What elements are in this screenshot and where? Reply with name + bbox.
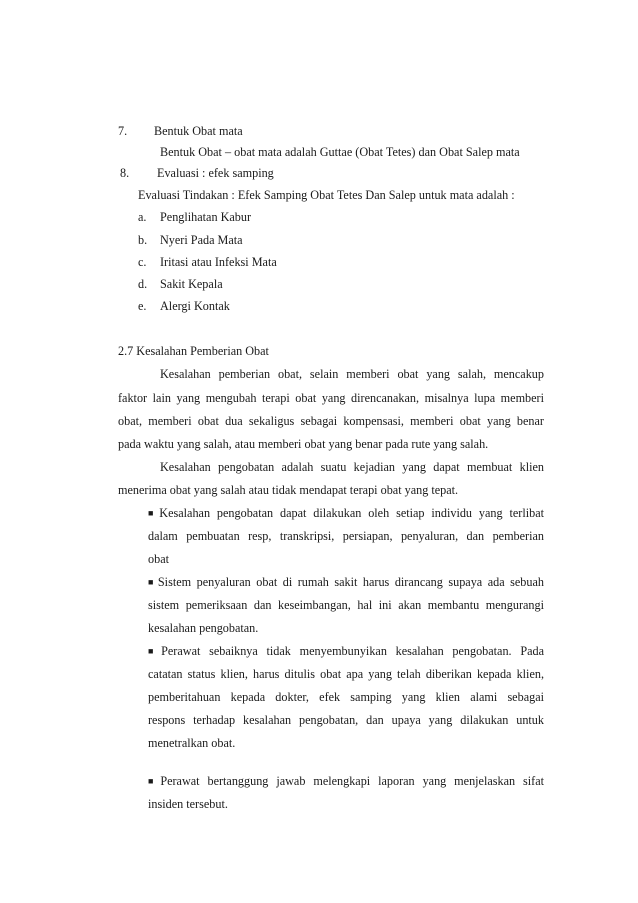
bullet-marker: ■ xyxy=(148,646,160,656)
bullet-line: sistem pemeriksaan dan keseimbangan, hal ini akan membantu mengurangi xyxy=(148,598,544,612)
bullet-text: Perawat bertanggung jawab melengkapi laporan yang menjelaskan sifat xyxy=(160,774,544,788)
bullet-line xyxy=(148,774,544,788)
bullet-line xyxy=(148,575,544,589)
list-item-letter: b. xyxy=(138,233,148,247)
list-item-letter: d. xyxy=(138,277,148,291)
bullet-line: obat xyxy=(148,552,169,566)
paragraph-line: faktor lain yang mengubah terapi obat yang direncanakan, misalnya lupa memberi xyxy=(118,391,544,405)
list-item-letter: e. xyxy=(138,299,147,313)
bullet-line: dalam pembuatan resp, transkripsi, persiapan, penyaluran, dan pemberian xyxy=(148,529,544,543)
bullet-line: kesalahan pengobatan. xyxy=(148,621,259,635)
bullet-line: insiden tersebut. xyxy=(148,797,228,811)
bullet-line: catatan status klien, harus ditulis obat apa yang telah diberikan kepada klien, xyxy=(148,667,544,681)
bullet-text: Sistem penyaluran obat di rumah sakit harus dirancang supaya ada sebuah xyxy=(157,575,544,589)
item8-number: 8. xyxy=(120,166,130,180)
bullet-line: menetralkan obat. xyxy=(148,736,236,750)
bullet-text: Perawat sebaiknya tidak menyembunyikan kesalahan pengobatan. Pada xyxy=(161,644,545,658)
item7-text: Bentuk Obat – obat mata adalah Guttae (Obat Tetes) dan Obat Salep mata xyxy=(160,145,520,159)
bullet-line xyxy=(148,644,544,658)
item8-text: Evaluasi Tindakan : Efek Samping Obat Tetes Dan Salep untuk mata adalah : xyxy=(138,188,515,202)
list-item: Sakit Kepala xyxy=(160,277,223,291)
list-item-letter: c. xyxy=(138,255,147,269)
item8-title: Evaluasi : efek samping xyxy=(157,166,274,180)
item7-number: 7. xyxy=(118,124,128,138)
list-item: Nyeri Pada Mata xyxy=(160,233,243,247)
bullet-line xyxy=(148,506,544,520)
section-heading: 2.7 Kesalahan Pemberian Obat xyxy=(118,344,269,358)
bullet-marker: ■ xyxy=(148,508,158,518)
list-item-letter: a. xyxy=(138,210,147,224)
bullet-marker: ■ xyxy=(148,577,156,587)
paragraph-line: Kesalahan pengobatan adalah suatu kejadian yang dapat membuat klien xyxy=(160,460,544,474)
item7-title: Bentuk Obat mata xyxy=(154,124,243,138)
bullet-line: respons terhadap kesalahan pengobatan, dan upaya yang dilakukan untuk xyxy=(148,713,544,727)
list-item: Penglihatan Kabur xyxy=(160,210,252,224)
paragraph-line: obat, memberi obat dua sekaligus sebagai kompensasi, memberi obat yang benar xyxy=(118,414,544,428)
bullet-text: Kesalahan pengobatan dapat dilakukan oleh setiap individu yang terlibat xyxy=(159,506,544,520)
paragraph-line: pada waktu yang salah, atau memberi obat yang benar pada rute yang salah. xyxy=(118,437,489,451)
list-item: Alergi Kontak xyxy=(160,299,230,313)
bullet-marker: ■ xyxy=(148,776,159,786)
bullet-line: pemberitahuan kepada dokter, efek samping yang klien alami sebagai xyxy=(148,690,544,704)
paragraph-line: menerima obat yang salah atau tidak mendapat terapi obat yang tepat. xyxy=(118,483,459,497)
paragraph-line: Kesalahan pemberian obat, selain memberi obat yang salah, mencakup xyxy=(160,367,544,381)
list-item: Iritasi atau Infeksi Mata xyxy=(160,255,277,269)
